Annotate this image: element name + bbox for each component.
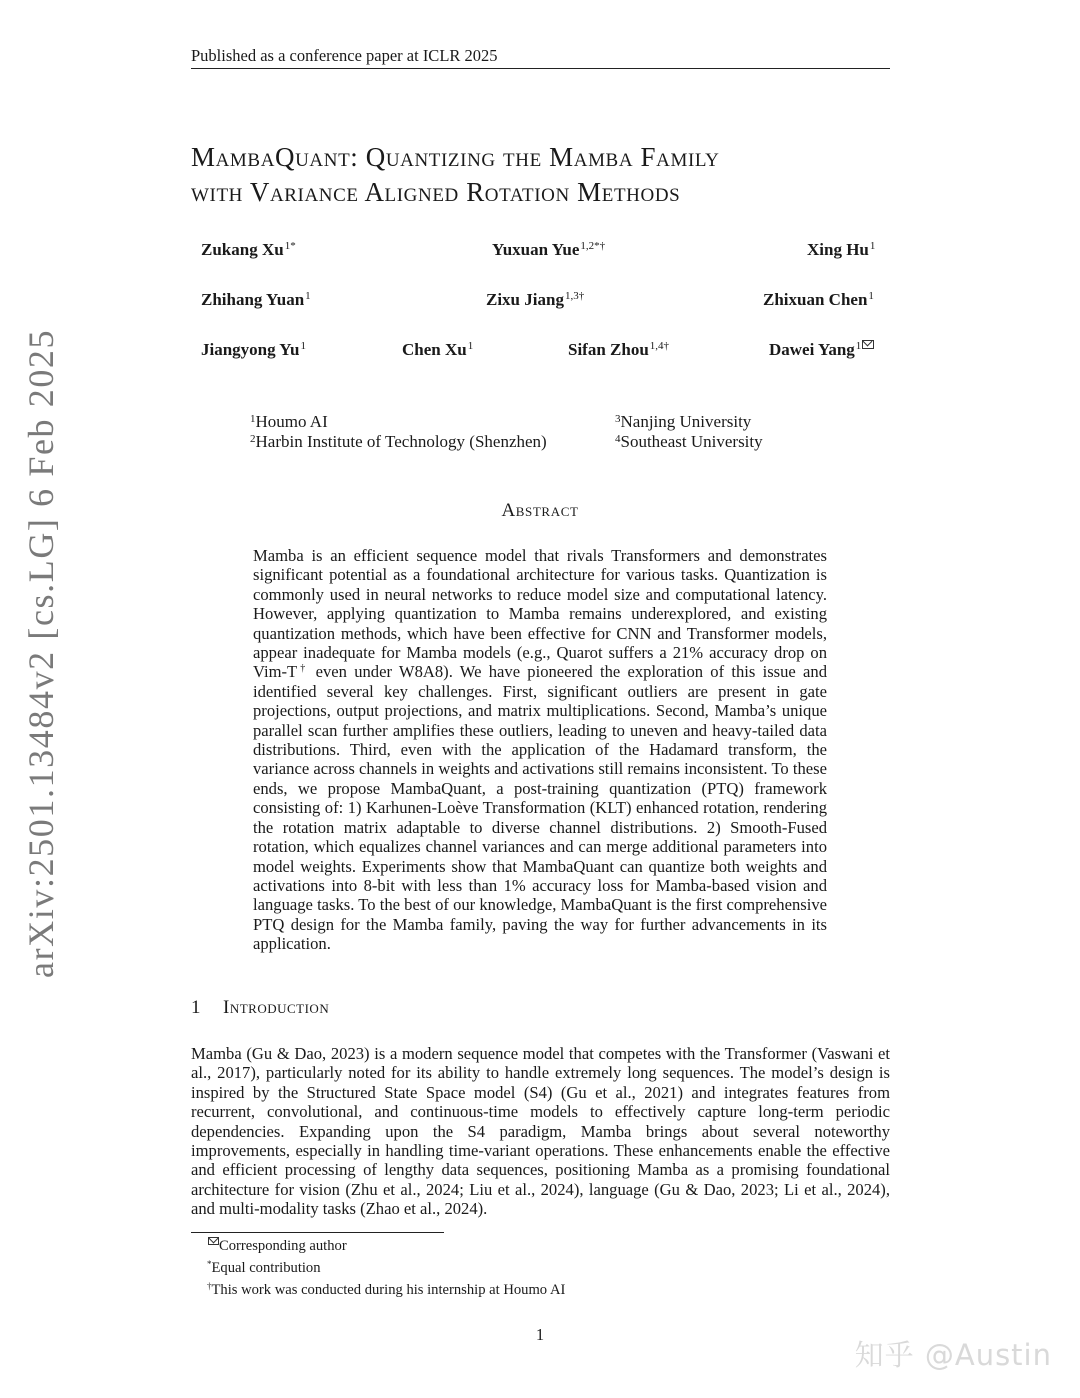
affiliation-name: Southeast University	[620, 432, 763, 451]
header-rule	[191, 68, 890, 69]
affiliation-number: 2	[250, 433, 256, 445]
affiliation-number: 3	[615, 413, 621, 425]
author	[201, 240, 296, 260]
author	[402, 340, 473, 360]
author	[486, 290, 584, 310]
author-name: Sifan Zhou	[568, 340, 649, 359]
author-affil-marker: 1	[467, 340, 474, 352]
title-line-2: with Variance Aligned Rotation Methods	[191, 177, 681, 207]
affiliation-number: 1	[250, 413, 256, 425]
author-affil-marker: 1	[868, 290, 874, 302]
affiliation-number: 4	[615, 433, 621, 445]
author-name: Zhixuan Chen	[763, 290, 868, 309]
author-name: Yuxuan Yue	[492, 240, 580, 259]
running-header: Published as a conference paper at ICLR 2025	[191, 46, 498, 65]
author	[769, 340, 874, 360]
introduction-paragraph: Mamba (Gu & Dao, 2023) is a modern sequence model that competes with the Transformer (Vaswani et al., 2017), particularly noted for its ability to handle extremely long sequences. The model’s design is inspired by the Structured State Space model (S4) (Gu et al., 2021) and integrates features from recurrent, convolutional, and continuous-time models to effectively capture long-term periodic dependencies. Expanding upon the S4 paradigm, Mamba brings about several noteworthy improvements, especially in handling time-variant operations. These enhancements enable the effective and efficient processing of lengthy data sequences, positioning Mamba as a promising foundational architecture for vision (Zhu et al., 2024; Liu et al., 2024), language (Gu & Dao, 2023; Li et al., 2024), and multi-modality tasks (Zhao et al., 2024).	[191, 1044, 890, 1219]
paper-title	[191, 140, 911, 210]
footnote	[207, 1277, 565, 1299]
dagger-marker: †	[297, 663, 309, 675]
affiliation	[250, 429, 547, 452]
affiliation-name: Nanjing University	[620, 412, 752, 431]
footnotes	[207, 1237, 565, 1299]
footnote-text: Corresponding author	[219, 1238, 347, 1254]
footnote-text: This work was conducted during his internship at Houmo AI	[211, 1282, 566, 1298]
author-affil-marker: 1	[855, 340, 862, 352]
author-affil-marker: 1,3†	[564, 290, 585, 302]
author	[201, 340, 306, 360]
affiliation-name: Harbin Institute of Technology (Shenzhen)	[255, 432, 547, 451]
author	[568, 340, 669, 360]
page-number: 1	[535, 1325, 545, 1344]
author	[201, 290, 311, 310]
footnote	[207, 1237, 565, 1255]
author	[492, 240, 605, 260]
author-affil-marker: 1,2*†	[580, 240, 606, 252]
section-number: 1	[191, 997, 201, 1018]
abstract-text-part: even under W8A8). We have pioneered the exploration of this issue and identified several key challenges. First, significant outliers are present in gate projections, output projections, and matrix multiplications. Second, Mamba’s unique parallel scan further amplifies these outliers, leading to uneven and heavy-tailed data distributions. Third, even with the application of the Hadamard transform, the variance across channels in weights and activations still remains inconsistent. To these ends, we propose MambaQuant, a post-training quantization (PTQ) framework consisting of: 1) Karhunen-Loève Transformation (KLT) enhanced rotation, rendering the rotation matrix adaptable to diverse channel distributions. 2) Smooth-Fused rotation, which equalizes channel variances and can merge additional parameters into model weights. Experiments show that MambaQuant can quantize both weights and activations into 8-bit with less than 1% accuracy loss for Mamba-based vision and language tasks. To the best of our knowledge, MambaQuant is the first comprehensive PTQ design for the Mamba family, paving the way for further advancements in its application.	[253, 662, 827, 954]
affiliation	[615, 429, 763, 452]
author	[763, 290, 874, 310]
section-heading	[191, 997, 329, 1019]
abstract-text	[253, 546, 827, 954]
envelope-icon	[862, 340, 874, 349]
author-name: Dawei Yang	[769, 340, 855, 359]
footnote-mark: †	[207, 1281, 212, 1291]
footnote	[207, 1255, 565, 1277]
abstract-text-part: Mamba is an efficient sequence model that rivals Transformers and demonstrates significant potential as a foundational architecture for various tasks. Quantization is commonly used in neural networks to reduce model size and computational latency. However, applying quantization to Mamba remains underexplored, and existing quantization methods, which have been effective for CNN and Transformer models, appear inadequate for Mamba models (e.g., Quarot suffers a 21% accuracy drop on Vim-T	[253, 546, 827, 682]
author-name: Jiangyong Yu	[201, 340, 300, 359]
footnote-mark: *	[207, 1259, 212, 1269]
footnote-rule	[191, 1232, 444, 1233]
author-name: Chen Xu	[402, 340, 467, 359]
author	[807, 240, 875, 260]
affiliation-name: Houmo AI	[255, 412, 328, 431]
author-name: Zhihang Yuan	[201, 290, 305, 309]
author-affil-marker: 1,4†	[649, 340, 670, 352]
arxiv-stamp: arXiv:2501.13484v2 [cs.LG] 6 Feb 2025	[21, 328, 61, 978]
author-name: Xing Hu	[807, 240, 869, 259]
author-name: Zixu Jiang	[486, 290, 564, 309]
section-title: Introduction	[223, 997, 330, 1018]
author-affil-marker: 1	[300, 340, 306, 352]
author-affil-marker: 1	[305, 290, 311, 302]
footnote-text: Equal contribution	[211, 1260, 321, 1276]
envelope-icon	[208, 1237, 219, 1245]
abstract-heading: Abstract	[501, 500, 579, 521]
title-line-1: MambaQuant: Quantizing the Mamba Family	[191, 142, 720, 172]
author-affil-marker: 1	[869, 240, 876, 252]
author-affil-marker: 1*	[284, 240, 296, 252]
watermark: 知乎 @Austin	[854, 1338, 1052, 1372]
author-name: Zukang Xu	[201, 240, 284, 259]
